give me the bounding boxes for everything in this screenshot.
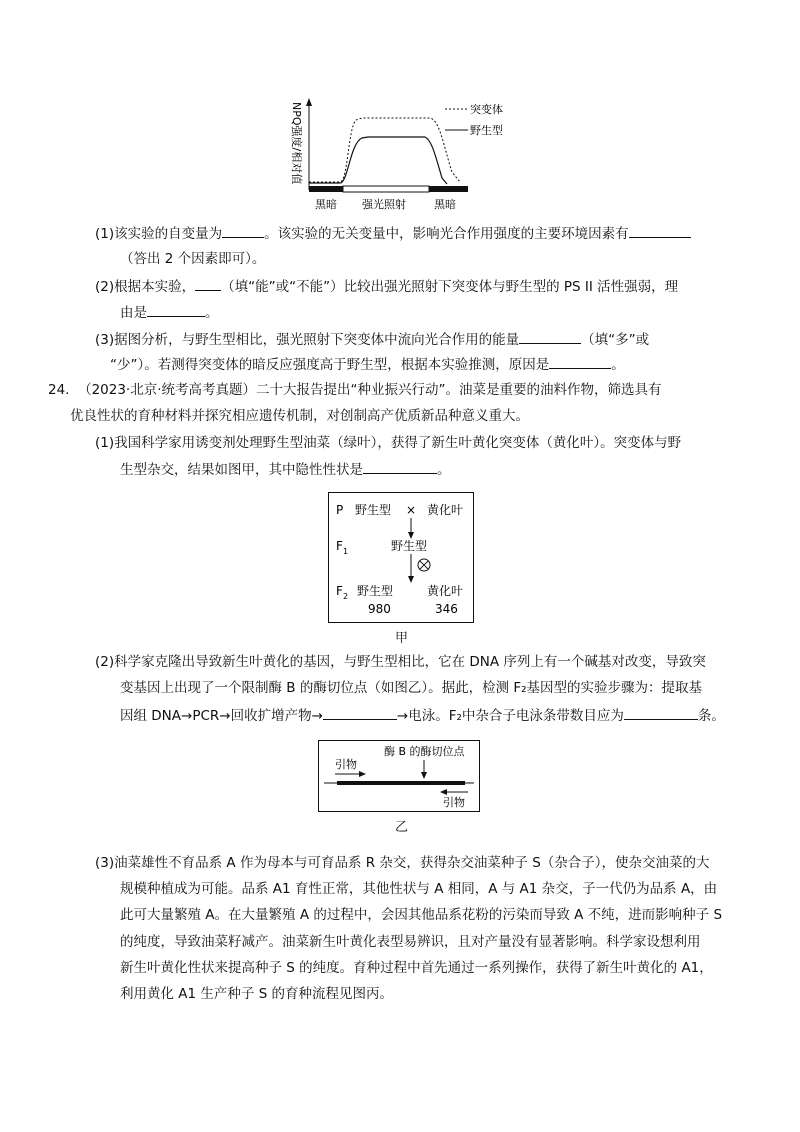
q23-p2d: 。 <box>205 305 219 321</box>
x-label-dark-right: 黑暗 <box>434 198 456 211</box>
q24-s2b: 变基因上出现了一个限制酶 B 的酶切位点（如图乙）。据此，检测 F₂基因型的实验步骤为：提取基 <box>120 680 703 696</box>
q23-part1-line1 <box>95 223 691 244</box>
q24-part3-line6 <box>120 984 393 1004</box>
q24-part3-line2 <box>120 879 717 899</box>
figure-jia <box>328 492 474 624</box>
q23-p1b: 。该实验的无关变量中，影响光合作用强度的主要环境因素有 <box>264 226 629 242</box>
q24-part2-line1 <box>95 652 706 672</box>
q23-p2b: （填“能”或“不能”）比较出强光照射下突变体与野生型的 PS II 活性强弱，理 <box>221 279 679 295</box>
q24-part3-line4 <box>120 932 701 952</box>
q23-p1a: (1)该实验的自变量为 <box>95 226 223 242</box>
answer-blank[interactable] <box>624 705 698 720</box>
q24-s3a: (3)油菜雄性不育品系 A 作为母本与可育品系 R 杂交，获得杂交油菜种子 S（杂合子），使杂交油菜的大 <box>95 855 710 871</box>
q24-s3f: 利用黄化 A1 生产种子 S 的育种流程见图丙。 <box>120 986 394 1002</box>
answer-blank[interactable] <box>629 223 691 238</box>
jia-cross: × <box>406 503 417 517</box>
jia-p-wild: 野生型 <box>355 503 392 517</box>
jia-count-yellow: 346 <box>435 602 458 616</box>
q24-s1a: (1)我国科学家用诱变剂处理野生型油菜（绿叶），获得了新生叶黄化突变体（黄化叶）。突变体与野 <box>95 435 682 451</box>
q23-p2a: (2)根据本实验， <box>95 279 196 295</box>
jia-p-yellow: 黄化叶 <box>427 503 464 517</box>
jia-arrow2-head <box>408 576 414 583</box>
q24-s1b: 生型杂交，结果如图甲，其中隐性性状是 <box>120 462 363 478</box>
jia-f2-yellow: 黄化叶 <box>427 584 464 598</box>
yi-primer-left-arrow-head <box>359 771 366 777</box>
jia-f2-sub: 2 <box>343 592 349 601</box>
q23-part2-line1 <box>95 276 678 297</box>
q24-s3d: 的纯度，导致油菜籽减产。油菜新生叶黄化表型易辨识，且对产量没有显著影响。科学家设想利用 <box>120 934 701 950</box>
answer-blank[interactable] <box>195 276 221 291</box>
q24-s3b: 规模种植成为可能。品系 A1 育性正常，其他性状与 A 相同，A 与 A1 杂交，子一代仍为品系 A，由 <box>120 881 718 897</box>
yi-site-label: 酶 B 的酶切位点 <box>384 745 465 758</box>
q24-s2a: (2)科学家克隆出导致新生叶黄化的基因，与野生型相比，它在 DNA 序列上有一个碱基对改变，导致突 <box>95 654 706 670</box>
q23-p1c: （答出 2 个因素即可）。 <box>120 251 266 267</box>
yi-dna-thick <box>337 781 465 785</box>
q23-p3d: 。 <box>611 357 625 373</box>
q23-part1-line2 <box>120 249 265 269</box>
light-bar <box>343 186 429 192</box>
q24-s2d: →电泳。F₂中杂合子电泳条带数目应为 <box>396 708 624 724</box>
q24-head-b: 优良性状的育种材料并探究相应遗传机制，对创制高产优质新品种意义重大。 <box>70 408 529 424</box>
x-label-dark-left: 黑暗 <box>315 198 337 211</box>
q24-part3-line1 <box>95 853 710 873</box>
q24-s2e: 条。 <box>697 708 725 724</box>
y-axis-arrow <box>306 98 312 106</box>
answer-blank[interactable] <box>519 329 581 344</box>
q23-part3-line2 <box>110 354 625 375</box>
answer-blank[interactable] <box>549 354 611 369</box>
dark-bar-left <box>309 186 343 192</box>
figure-jia-caption: 甲 <box>395 631 409 646</box>
q23-p3c: “少”）。若测得突变体的暗反应强度高于野生型，根据本实验推测，原因是 <box>110 357 550 373</box>
dark-bar-right <box>429 186 468 192</box>
q24-part2-line2 <box>120 678 702 698</box>
q24-heading-line2 <box>70 406 529 426</box>
selfing-icon <box>418 559 430 571</box>
legend-wild: 野生型 <box>470 124 503 137</box>
q24-part2-line3 <box>120 705 725 726</box>
q24-number: 24. <box>48 382 70 398</box>
mutant-curve <box>309 118 460 182</box>
jia-f2: F <box>336 584 343 598</box>
jia-p: P <box>336 503 344 517</box>
jia-f2-wild: 野生型 <box>357 584 394 598</box>
q24-part1-line2 <box>120 459 451 480</box>
q23-p3b: （填“多”或 <box>581 332 650 348</box>
q24-s2c: 因组 DNA→PCR→回收扩增产物→ <box>120 708 323 724</box>
q24-s1c: 。 <box>437 462 451 478</box>
answer-blank[interactable] <box>147 302 205 317</box>
q23-part2-line2 <box>120 302 219 323</box>
x-label-light: 强光照射 <box>362 198 406 211</box>
legend-mutant: 突变体 <box>470 103 503 116</box>
q24-part3-line5 <box>120 958 713 978</box>
figure-yi-caption: 乙 <box>395 820 409 835</box>
figure-yi <box>318 740 480 812</box>
q23-part3-line1 <box>95 329 649 350</box>
q24-part1-line1 <box>95 433 681 453</box>
answer-blank[interactable] <box>323 705 397 720</box>
jia-f1-sub: 1 <box>343 547 349 556</box>
q23-p2c: 由是 <box>120 305 147 321</box>
q24-head-a: （2023·北京·统考高考真题）二十大报告提出“种业振兴行动”。油菜是重要的油料作物，筛选具有 <box>78 382 662 398</box>
jia-f1-wild: 野生型 <box>391 539 428 553</box>
answer-blank[interactable] <box>222 223 264 238</box>
yi-primer-right: 引物 <box>443 796 465 809</box>
q24-part3-line3 <box>120 905 722 925</box>
q24-s3c: 此可大量繁殖 A。在大量繁殖 A 的过程中，会因其他品系花粉的污染而导致 A 不纯，进而影响种子 S <box>120 907 723 923</box>
yi-primer-right-arrow-head <box>440 789 447 795</box>
npq-figure <box>282 98 503 216</box>
yi-primer-left: 引物 <box>335 758 357 771</box>
yi-site-arrow-head <box>421 772 427 779</box>
answer-blank[interactable] <box>363 459 437 474</box>
q23-p3a: (3)据图分析，与野生型相比，强光照射下突变体中流向光合作用的能量 <box>95 332 520 348</box>
q24-heading-line1 <box>48 380 662 400</box>
wild-curve <box>309 137 447 184</box>
npq-y-label: NPQ强度/相对值 <box>290 102 303 185</box>
jia-count-wild: 980 <box>368 602 391 616</box>
jia-arrow1-head <box>408 532 414 539</box>
q24-s3e: 新生叶黄化性状来提高种子 S 的纯度。育种过程中首先通过一系列操作，获得了新生叶黄化的 A1， <box>120 960 713 976</box>
jia-f1: F <box>336 539 343 553</box>
